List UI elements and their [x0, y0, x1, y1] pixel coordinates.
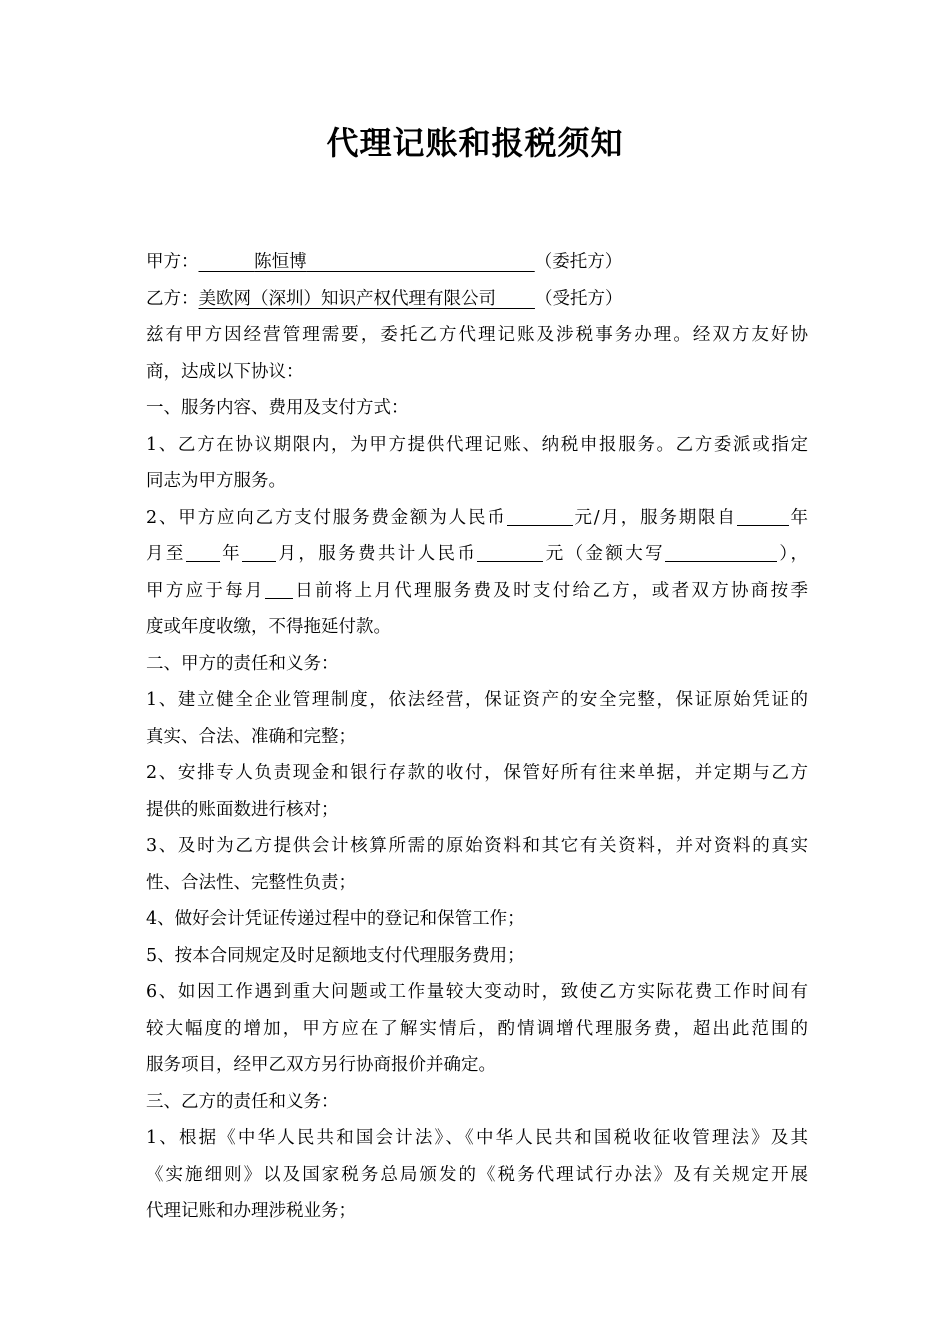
party-b-line	[146, 281, 808, 318]
section-2-item-line: 性、合法性、完整性负责；	[146, 872, 356, 893]
section-2-item-line: 服务项目，经甲乙双方另行协商报价并确定。	[146, 1055, 496, 1075]
party-a-role: （委托方）	[534, 252, 623, 272]
end-month-blank	[242, 541, 276, 562]
intro-line: 商，达成以下协议：	[146, 361, 304, 382]
section-2-item-line: 2、安排专人负责现金和银行存款的收付，保管好所有往来单据，并定期与乙方	[146, 763, 808, 783]
payment-day-blank	[265, 578, 293, 599]
section-2-item-line: 1、建立健全企业管理制度，依法经营，保证资产的安全完整，保证原始凭证的	[146, 690, 808, 710]
section-3-item-1-line: 1、根据《中华人民共和国会计法》、《中华人民共和国税收征收管理法》及其	[146, 1128, 808, 1148]
end-year-blank	[186, 541, 220, 562]
section-1-item-2-line: 度或年度收缴，不得拖延付款。	[146, 617, 391, 637]
section-1-item-2-line: 2、甲方应向乙方支付服务费金额为人民币 元/月，服务期限自 年	[146, 500, 808, 537]
section-2-item-line: 5、按本合同规定及时足额地支付代理服务费用；	[146, 945, 525, 966]
section-2-item-line: 真实、合法、准确和完整；	[146, 726, 356, 747]
start-year-blank	[737, 505, 789, 526]
section-1-item-1-line: 1、乙方在协议期限内，为甲方提供代理记账、纳税申报服务。乙方委派或指定	[146, 434, 808, 455]
party-b-role: （受托方）	[534, 288, 623, 309]
party-a-name: 陈恒博	[254, 252, 307, 272]
party-b-name: 美欧网（深圳）知识产权代理有限公司	[198, 288, 496, 309]
section-1-heading: 一、服务内容、费用及支付方式：	[146, 398, 409, 418]
total-fee-blank	[477, 541, 543, 562]
section-3-item-1-line: 《实施细则》以及国家税务总局颁发的《税务代理试行办法》及有关规定开展	[146, 1164, 808, 1185]
section-2-item-line: 6、如因工作遇到重大问题或工作量较大变动时，致使乙方实际花费工作时间有	[146, 982, 808, 1002]
section-2-heading: 二、甲方的责任和义务：	[146, 653, 339, 674]
intro-line: 兹有甲方因经营管理需要，委托乙方代理记账及涉税事务办理。经双方友好协	[146, 325, 808, 345]
party-a-line	[146, 244, 808, 281]
section-2-item-line: 较大幅度的增加，甲方应在了解实情后，酌情调增代理服务费，超出此范围的	[146, 1018, 808, 1039]
section-3-item-1-line: 代理记账和办理涉税业务；	[146, 1201, 356, 1221]
section-3-heading: 三、乙方的责任和义务：	[146, 1091, 339, 1112]
document-body	[146, 244, 808, 1230]
section-2-item-line: 3、及时为乙方提供会计核算所需的原始资料和其它有关资料，并对资料的真实	[146, 836, 808, 856]
section-1-item-2-line: 甲方应于每月 日前将上月代理服务费及时支付给乙方，或者双方协商按季	[146, 573, 808, 610]
party-a-label: 甲方：	[146, 252, 199, 272]
section-1-item-1-line: 同志为甲方服务。	[146, 471, 286, 491]
section-2-item-line: 提供的账面数进行核对；	[146, 799, 339, 820]
section-2-item-line: 4、做好会计凭证传递过程中的登记和保管工作；	[146, 909, 525, 929]
section-1-item-2-line: 月至 年 月，服务费共计人民币 元（金额大写 ），	[146, 536, 808, 573]
document-title: 代理记账和报税须知	[326, 124, 624, 162]
fee-blank	[507, 505, 573, 526]
party-b-label: 乙方：	[146, 288, 199, 309]
amount-in-words-blank	[665, 541, 777, 562]
